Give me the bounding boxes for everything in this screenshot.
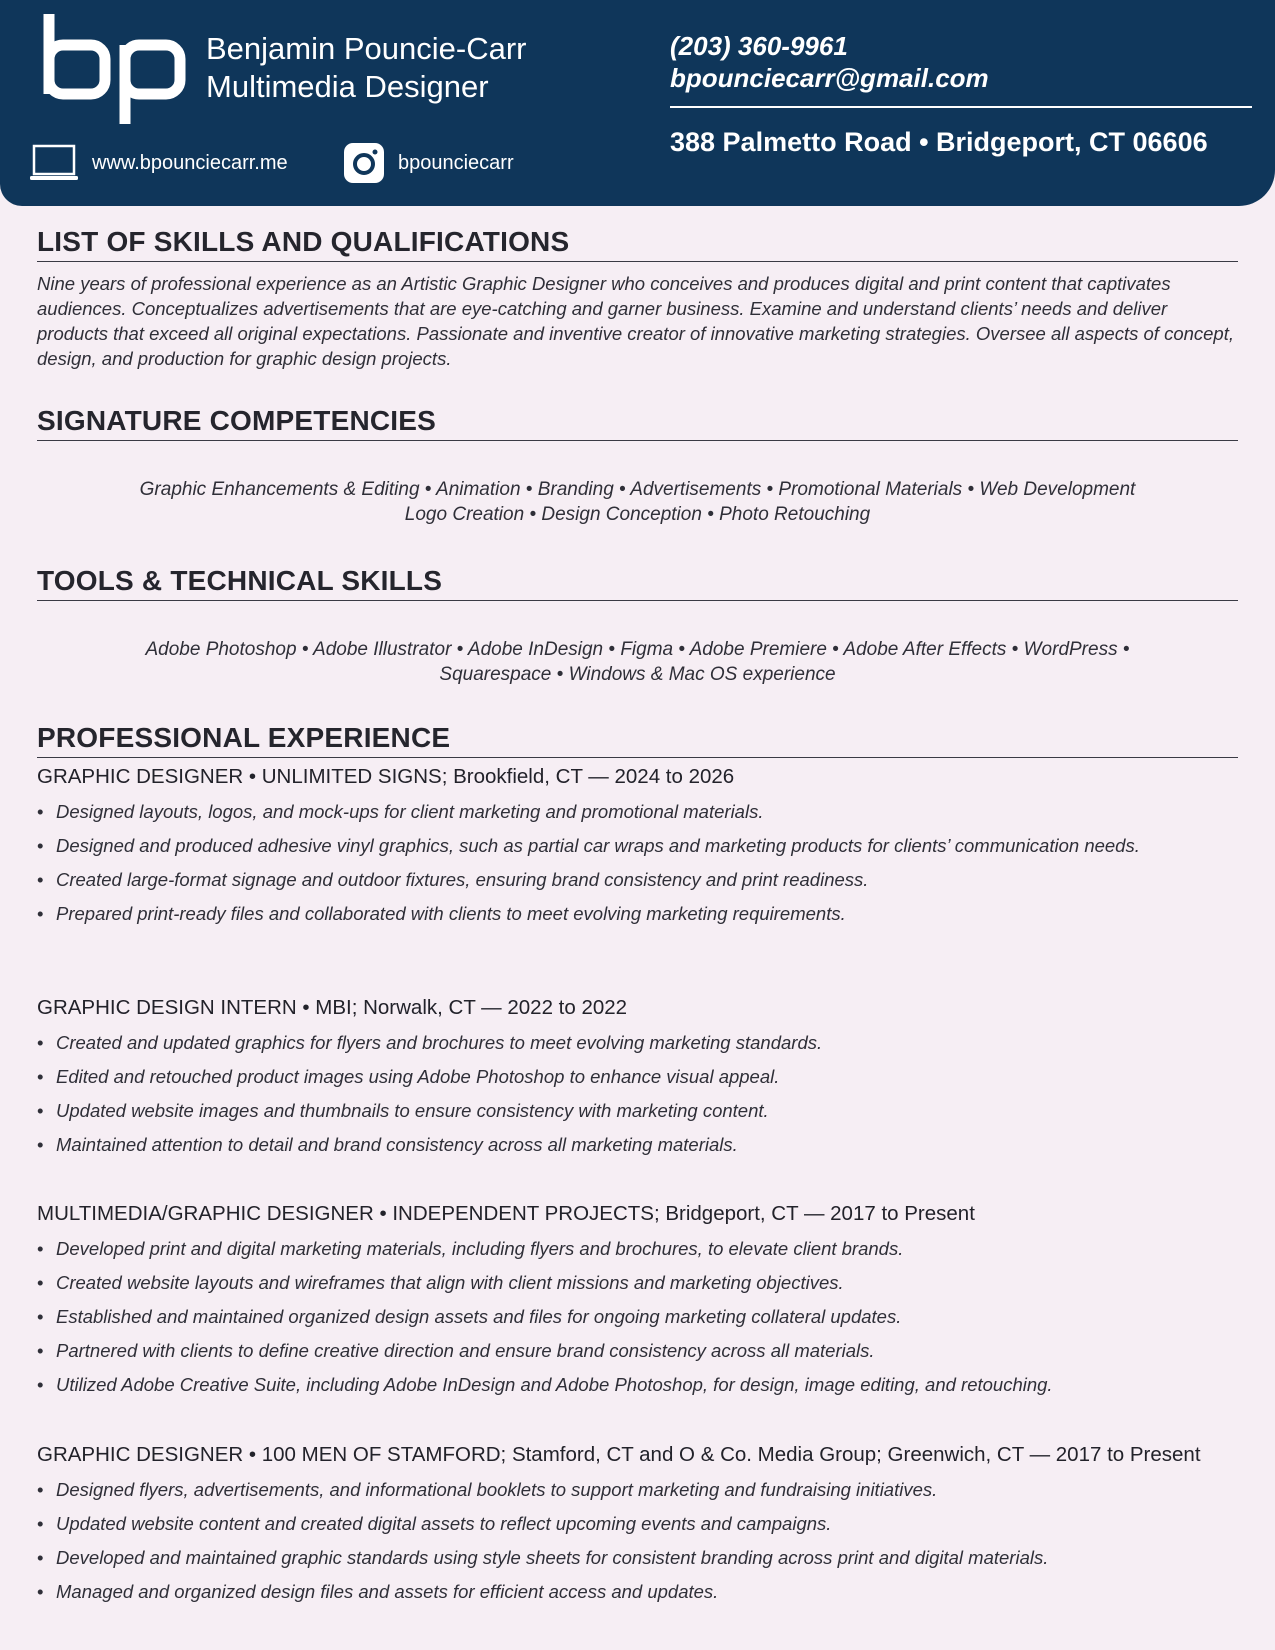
list-item: • Developed and maintained graphic standards using style sheets for consistent branding across print and digital materials.: [37, 1545, 1238, 1570]
list-item: • Managed and organized design files and assets for efficient access and updates.: [37, 1579, 1238, 1604]
instagram-handle: bpounciecarr: [398, 151, 514, 174]
job-bullets: [37, 1030, 1238, 1166]
skills-summary: Nine years of professional experience as an Artistic Graphic Designer who conceives and produces digital and print content that captivates audiences. Conceptualizes advertisements that are eye-catching and garner business. Examine and understand clients’ needs and deliver products that exceed all original expectations. Passionate and inventive creator of innovative marketing strategies. Oversee all aspects of concept, design, and production for graphic design projects.: [37, 273, 1234, 369]
list-item: • Maintained attention to detail and brand consistency across all marketing materials.: [37, 1132, 1238, 1157]
website-text: www.bpounciecarr.me: [92, 151, 288, 174]
instagram-link[interactable]: [344, 140, 514, 186]
list-item: • Created and updated graphics for flyers and brochures to meet evolving marketing standards.: [37, 1030, 1238, 1055]
job-bullets: [37, 1477, 1238, 1613]
job-role: Multimedia Designer: [206, 69, 489, 104]
email-address[interactable]: bpounciecarr@gmail.com: [670, 63, 989, 93]
header-banner: [0, 0, 1275, 206]
list-item: • Partnered with clients to define creative direction and ensure brand consistency across all materials.: [37, 1338, 1238, 1363]
job-title: GRAPHIC DESIGNER • 100 MEN OF STAMFORD; Stamford, CT and O & Co. Media Group; Greenwich, CT — 2017 to Present: [37, 1443, 1201, 1466]
instagram-icon: [344, 143, 384, 183]
tools-line-1: Adobe Photoshop • Adobe Illustrator • Adobe InDesign • Figma • Adobe Premiere • Adobe After Effects • WordPress •: [145, 639, 1130, 660]
job-title: GRAPHIC DESIGNER • UNLIMITED SIGNS; Brookfield, CT — 2024 to 2026: [37, 765, 735, 788]
list-item: • Designed and produced adhesive vinyl graphics, such as partial car wraps and marketing products for clients’ communication needs.: [37, 833, 1238, 858]
tools-list: [37, 637, 1238, 687]
laptop-icon: [30, 144, 78, 182]
list-item: • Updated website content and created digital assets to reflect upcoming events and campaigns.: [37, 1511, 1238, 1536]
list-item: • Edited and retouched product images using Adobe Photoshop to enhance visual appeal.: [37, 1064, 1238, 1089]
list-item: • Prepared print-ready files and collaborated with clients to meet evolving marketing requirements.: [37, 901, 1238, 926]
competencies-line-2: Logo Creation • Design Conception • Photo Retouching: [404, 504, 871, 525]
mailing-address: 388 Palmetto Road • Bridgeport, CT 06606: [670, 127, 1208, 157]
contact-block: [670, 30, 1252, 158]
job-title: GRAPHIC DESIGN INTERN • MBI; Norwalk, CT — 2022 to 2022: [37, 996, 628, 1019]
list-item: • Designed flyers, advertisements, and informational booklets to support marketing and fundraising initiatives.: [37, 1477, 1238, 1502]
phone-number[interactable]: (203) 360-9961: [670, 31, 848, 61]
skills-heading: LIST OF SKILLS AND QUALIFICATIONS: [37, 225, 1238, 262]
list-item: • Designed layouts, logos, and mock-ups for client marketing and promotional materials.: [37, 799, 1238, 824]
list-item: • Created large-format signage and outdoor fixtures, ensuring brand consistency and print readiness.: [37, 867, 1238, 892]
contact-divider: [670, 106, 1252, 108]
job-bullets: [37, 799, 1238, 935]
list-item: • Developed print and digital marketing materials, including flyers and brochures, to elevate client brands.: [37, 1236, 1238, 1261]
job-bullets: [37, 1236, 1238, 1406]
experience-heading: PROFESSIONAL EXPERIENCE: [37, 721, 1238, 758]
job-title: MULTIMEDIA/GRAPHIC DESIGNER • INDEPENDENT PROJECTS; Bridgeport, CT — 2017 to Present: [37, 1202, 975, 1225]
social-links: [30, 140, 630, 186]
competencies-list: [37, 477, 1238, 527]
bp-logo: [38, 12, 186, 124]
tools-line-2: Squarespace • Windows & Mac OS experience: [439, 664, 836, 685]
name-block: [206, 30, 526, 106]
list-item: • Created website layouts and wireframes that align with client missions and marketing objectives.: [37, 1270, 1238, 1295]
full-name: Benjamin Pouncie-Carr: [206, 31, 527, 66]
list-item: • Updated website images and thumbnails to ensure consistency with marketing content.: [37, 1098, 1238, 1123]
list-item: • Utilized Adobe Creative Suite, including Adobe InDesign and Adobe Photoshop, for design, image editing, and retouching.: [37, 1372, 1238, 1397]
website-link[interactable]: [30, 140, 288, 186]
list-item: • Established and maintained organized design assets and files for ongoing marketing collateral updates.: [37, 1304, 1238, 1329]
competencies-line-1: Graphic Enhancements & Editing • Animation • Branding • Advertisements • Promotional Materials • Web Development: [139, 479, 1136, 500]
tools-heading: TOOLS & TECHNICAL SKILLS: [37, 564, 1238, 601]
competencies-heading: SIGNATURE COMPETENCIES: [37, 404, 1238, 441]
